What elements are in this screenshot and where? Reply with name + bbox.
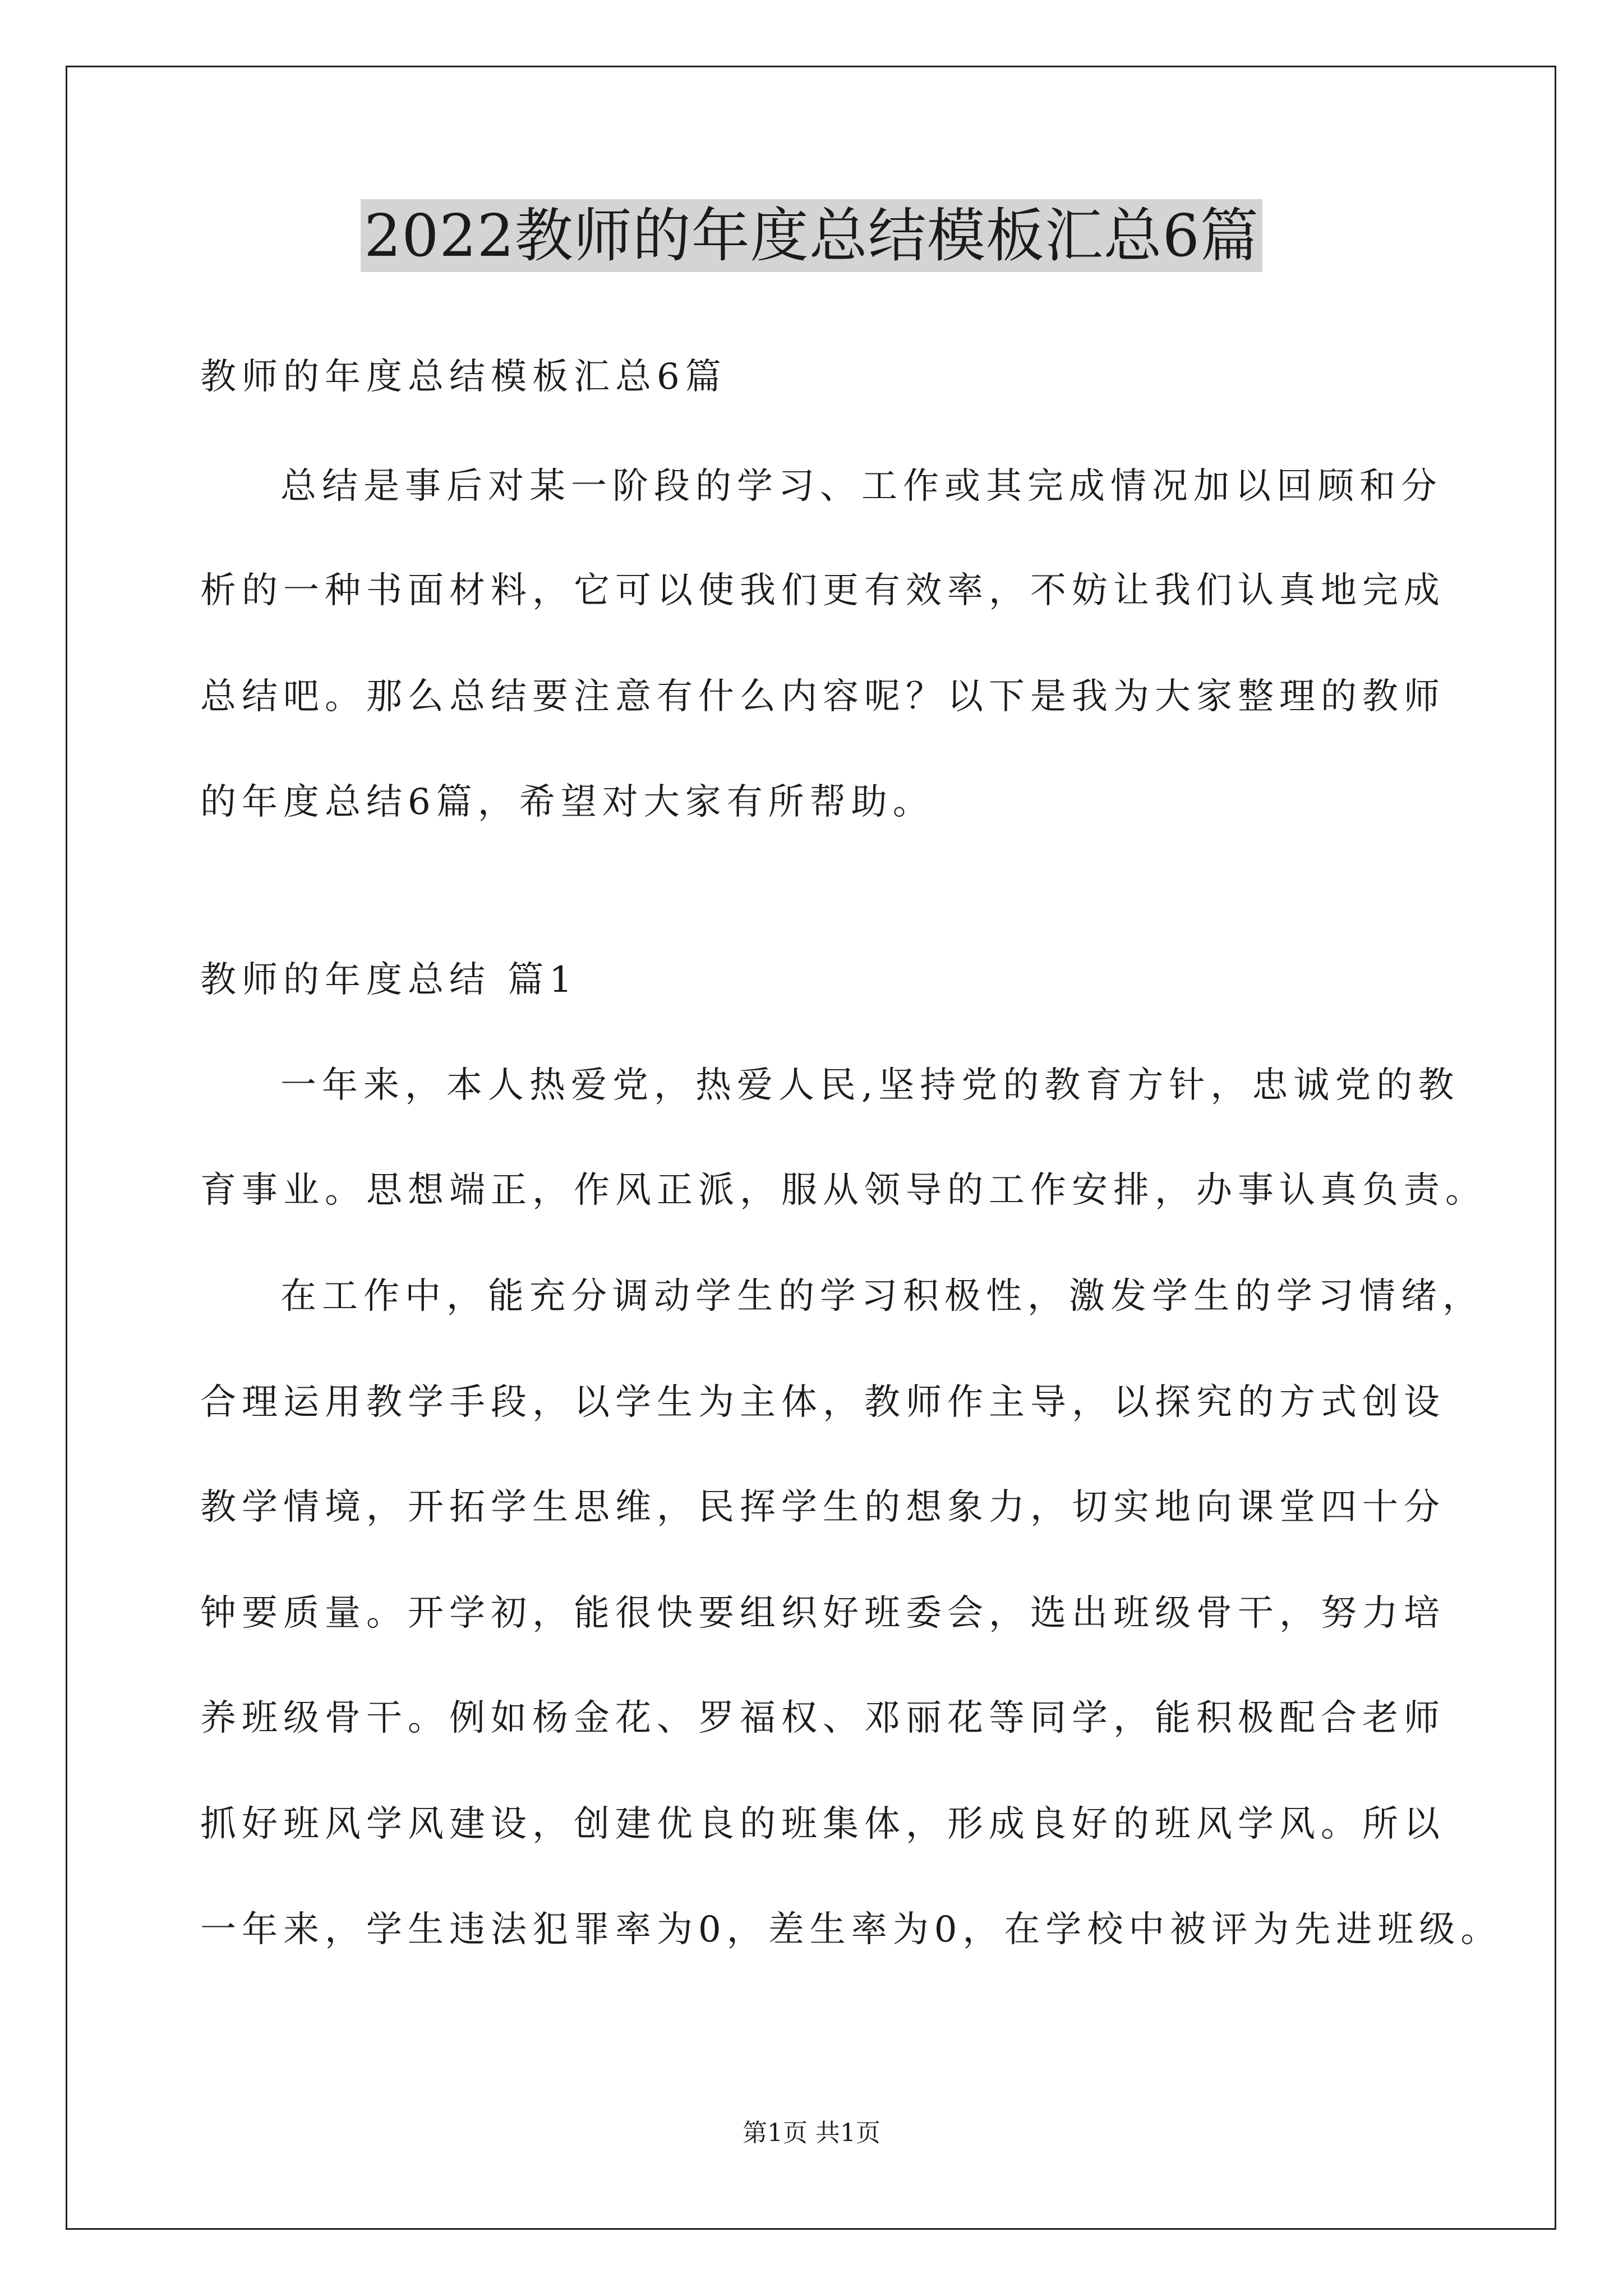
intro-line-2: 析的一种书面材料，它可以使我们更有效率，不妨让我们认真地完成: [200, 570, 1445, 611]
section-heading: 教师的年度总结 篇1: [200, 959, 578, 1001]
subtitle: 教师的年度总结模板汇总6篇: [200, 356, 727, 398]
paragraph2-line-2: 合理运用教学手段，以学生为主体，教师作主导，以探究的方式创设: [200, 1382, 1445, 1423]
paragraph1-line-2: 育事业。思想端正，作风正派，服从领导的工作安排，办事认真负责。: [200, 1170, 1487, 1211]
paragraph2-line-3: 教学情境，开拓学生思维，民挥学生的想象力，切实地向课堂四十分: [200, 1487, 1445, 1528]
title-container: [0, 199, 1623, 272]
document-title: 2022教师的年度总结模板汇总6篇: [361, 199, 1262, 272]
intro-line-3: 总结吧。那么总结要注意有什么内容呢？以下是我为大家整理的教师: [200, 676, 1445, 717]
paragraph1-line-1: 一年来，本人热爱党，热爱人民,坚持党的教育方针，忠诚党的教: [280, 1065, 1460, 1106]
paragraph2-line-1: 在工作中，能充分调动学生的学习积极性，激发学生的学习情绪，: [280, 1276, 1484, 1317]
page-footer: 第1页 共1页: [743, 2119, 880, 2147]
paragraph2-line-5: 养班级骨干。例如杨金花、罗福权、邓丽花等同学，能积极配合老师: [200, 1697, 1445, 1739]
paragraph2-line-4: 钟要质量。开学初，能很快要组织好班委会，选出班级骨干，努力培: [200, 1593, 1445, 1634]
intro-line-1: 总结是事后对某一阶段的学习、工作或其完成情况加以回顾和分: [280, 466, 1442, 507]
intro-line-4: 的年度总结6篇，希望对大家有所帮助。: [200, 781, 934, 823]
paragraph2-line-6: 抓好班风学风建设，创建优良的班集体，形成良好的班风学风。所以: [200, 1803, 1445, 1845]
paragraph2-line-7: 一年来，学生违法犯罪率为0，差生率为0，在学校中被评为先进班级。: [200, 1909, 1502, 1950]
